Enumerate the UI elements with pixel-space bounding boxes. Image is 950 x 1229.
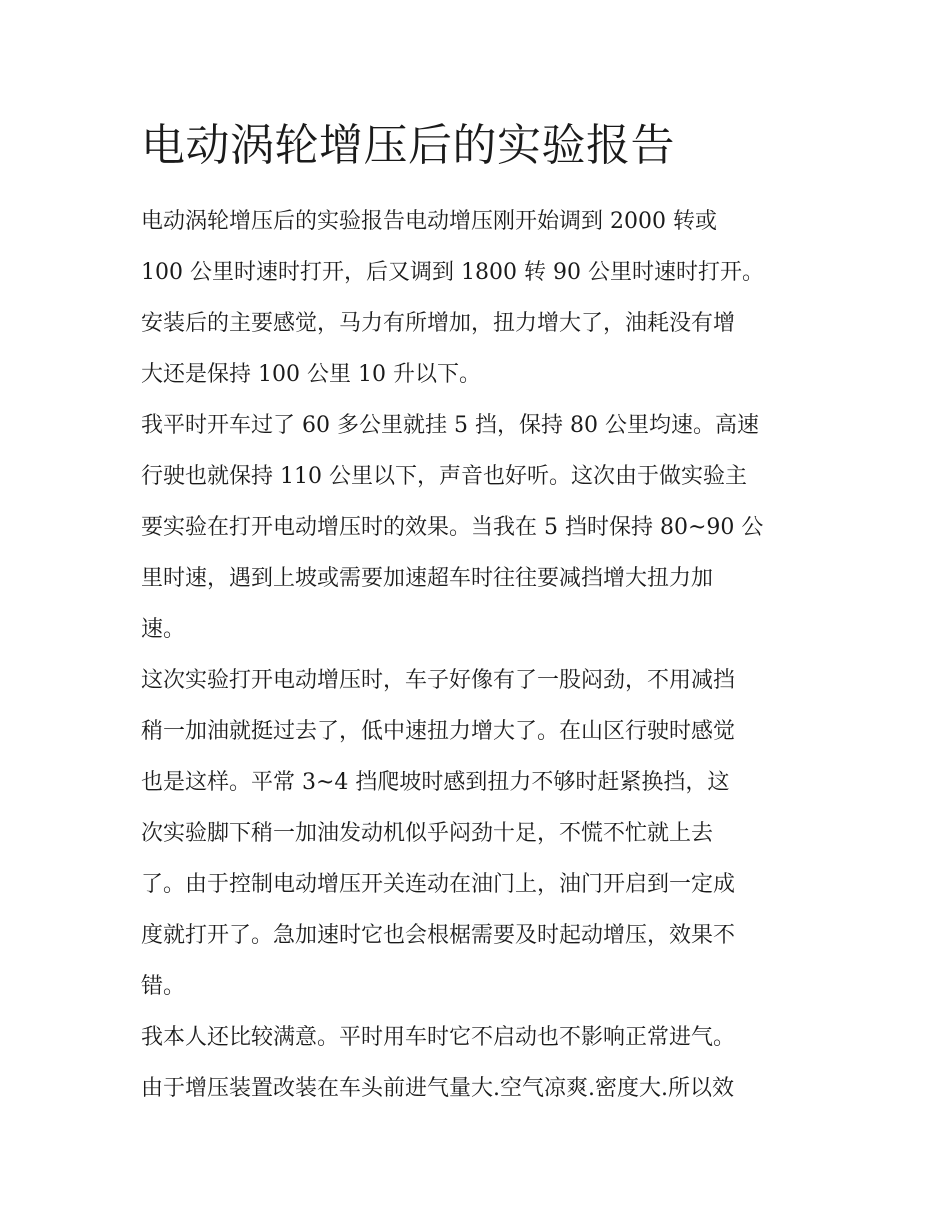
paragraph-4 [141, 1012, 813, 1114]
document-title: 电动涡轮增压后的实验报告 [141, 120, 675, 171]
paragraph-1 [141, 196, 813, 400]
text-line: 里时速，遇到上坡或需要加速超车时往往要减挡增大扭力加 [141, 566, 714, 591]
text-line: 也是这样。平常 3~4 挡爬坡时感到扭力不够时赶紧换挡，这 [141, 770, 730, 795]
text-line: 稍一加油就挺过去了，低中速扭力增大了。在山区行驶时感觉 [141, 719, 736, 744]
text-line: 我本人还比较满意。平时用车时它不启动也不影响正常进气。 [141, 1025, 736, 1050]
text-line: 要实验在打开电动增压时的效果。当我在 5 挡时保持 80~90 公 [141, 515, 764, 540]
text-line: 速。 [141, 617, 186, 642]
text-line: 电动涡轮增压后的实验报告电动增压刚开始调到 2000 转或 [141, 209, 717, 234]
paragraph-3 [141, 655, 813, 1012]
text-line: 次实验脚下稍一加油发动机似乎闷劲十足，不慌不忙就上去 [141, 821, 714, 846]
text-line: 安装后的主要感觉，马力有所增加，扭力增大了，油耗没有增 [141, 311, 736, 336]
document-page [141, 110, 813, 1114]
text-line: 我平时开车过了 60 多公里就挂 5 挡，保持 80 公里均速。高速 [141, 413, 759, 438]
paragraph-2 [141, 400, 813, 655]
text-line: 错。 [141, 974, 186, 999]
text-line: 了。由于控制电动增压开关连动在油门上，油门开启到一定成 [141, 872, 736, 897]
text-line: 度就打开了。急加速时它也会根椐需要及时起动增压，效果不 [141, 923, 736, 948]
text-line: 大还是保持 100 公里 10 升以下。 [141, 362, 481, 387]
text-line: 行驶也就保持 110 公里以下，声音也好听。这次由于做实验主 [141, 464, 747, 489]
text-line: 由于增压装置改装在车头前进气量大.空气凉爽.密度大.所以效 [141, 1076, 734, 1101]
text-line: 这次实验打开电动增压时，车子好像有了一股闷劲，不用减挡 [141, 668, 736, 693]
text-line: 100 公里时速时打开，后又调到 1800 转 90 公里时速时打开。 [141, 260, 764, 285]
